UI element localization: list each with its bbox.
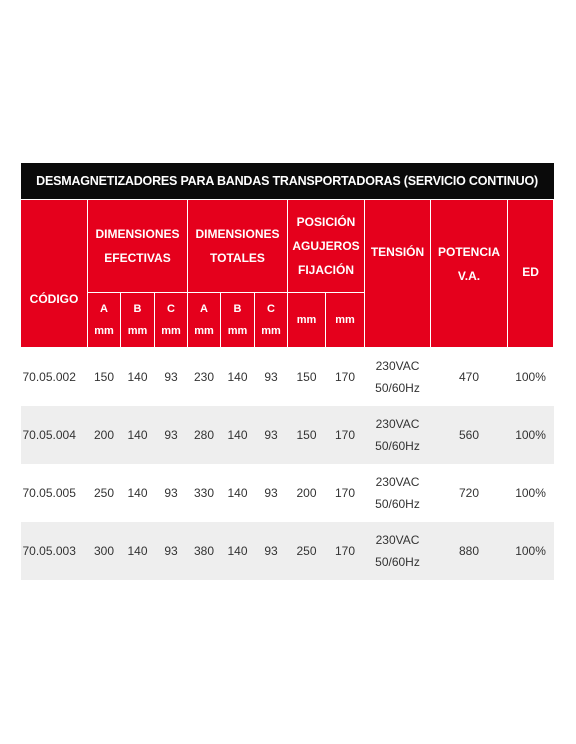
cell-posicion-1: 200 [296,486,317,500]
cell-ed: 100% [508,406,554,464]
cell-efectiva-a: 300 [88,522,121,580]
cell-tension-frequency: 50/60Hz [375,555,420,569]
cell-potencia: 470 [458,370,480,384]
header-total-c-unit: mm [261,325,281,337]
cell-total-c: 93 [255,522,288,580]
cell-efectiva-a: 250 [93,486,115,500]
cell-total-c: 93 [264,370,278,384]
cell-total-a: 280 [188,406,221,464]
cell-potencia: 880 [431,522,508,580]
cell-efectiva-a: 200 [88,406,121,464]
cell-total-b: 140 [221,406,255,464]
cell-codigo: 70.05.005 [22,486,76,500]
cell-codigo: 70.05.003 [21,522,88,580]
cell-total-a: 230 [193,370,215,384]
cell-tension-frequency: 50/60Hz [375,439,420,453]
header-efectiva-c-letter: C [167,303,175,315]
header-dimensiones-efectivas [88,200,188,293]
cell-codigo: 70.05.002 [22,370,76,384]
header-posicion-mm-2: mm [326,293,365,348]
table-row [21,348,554,407]
cell-efectiva-b: 140 [121,522,155,580]
cell-tension-frequency: 50/60Hz [375,381,420,395]
cell-posicion-2: 170 [334,370,356,384]
header-efectiva-a-letter: A [100,303,108,315]
cell-tension-voltage: 230VAC [375,533,420,547]
cell-total-b: 140 [227,486,248,500]
header-total-a-letter: A [200,303,208,315]
cell-tension [365,406,431,464]
cell-posicion-1: 150 [296,370,317,384]
header-efectiva-b-letter: B [133,303,142,315]
cell-tension [365,348,431,407]
cell-efectiva-b: 140 [127,370,148,384]
cell-efectiva-a: 150 [93,370,115,384]
cell-total-c: 93 [255,406,288,464]
title-row [21,163,554,200]
cell-potencia: 560 [431,406,508,464]
cell-potencia: 720 [458,486,480,500]
cell-total-c: 93 [264,486,278,500]
cell-tension [365,464,431,522]
cell-ed: 100% [515,486,546,500]
cell-codigo: 70.05.004 [21,406,88,464]
header-dimensiones-efectivas-line-1: DIMENSIONES [95,227,180,241]
header-posicion-agujeros [288,200,365,293]
cell-tension-voltage: 230VAC [375,417,420,431]
spec-table [20,163,554,580]
cell-posicion-1: 150 [288,406,326,464]
table-row [21,464,554,522]
header-ed: ED [508,200,554,348]
header-efectiva-b [121,293,155,348]
cell-total-a: 380 [188,522,221,580]
cell-ed: 100% [508,522,554,580]
header-total-b-letter: B [233,303,242,315]
header-total-c-letter: C [267,303,275,315]
cell-tension-frequency: 50/60Hz [375,497,420,511]
header-posicion-line-2: AGUJEROS [292,239,360,253]
cell-total-b: 140 [221,522,255,580]
header-total-b [221,293,255,348]
cell-tension-voltage: 230VAC [375,359,420,373]
header-posicion-mm-1: mm [288,293,326,348]
table-row [21,522,554,580]
header-row-1 [21,200,554,293]
header-dimensiones-totales-line-2: TOTALES [210,251,265,265]
cell-total-b: 140 [227,370,248,384]
header-tension: TENSIÓN [365,200,431,348]
header-codigo: CÓDIGO [21,200,88,348]
cell-efectiva-c: 93 [155,406,188,464]
cell-posicion-1: 250 [288,522,326,580]
header-efectiva-a [88,293,121,348]
header-posicion-line-1: POSICIÓN [296,215,356,229]
header-efectiva-c-unit: mm [161,325,181,337]
header-dimensiones-totales-line-1: DIMENSIONES [195,227,280,241]
cell-posicion-2: 170 [326,406,365,464]
cell-efectiva-c: 93 [164,486,178,500]
header-efectiva-c [155,293,188,348]
cell-ed: 100% [515,370,546,384]
header-total-a [188,293,221,348]
header-potencia [431,200,508,348]
header-total-b-unit: mm [227,325,248,337]
cell-tension-voltage: 230VAC [375,475,420,489]
header-efectiva-b-unit: mm [127,325,148,337]
cell-efectiva-b: 140 [121,406,155,464]
cell-efectiva-c: 93 [155,522,188,580]
cell-total-a: 330 [193,486,215,500]
cell-posicion-2: 170 [326,522,365,580]
cell-tension [365,522,431,580]
cell-efectiva-c: 93 [164,370,178,384]
header-dimensiones-totales [188,200,288,293]
header-posicion-line-3: FIJACIÓN [297,263,354,277]
header-potencia-line-2: V.A. [457,269,481,283]
table-row [21,406,554,464]
header-potencia-line-1: POTENCIA [437,245,500,259]
cell-posicion-2: 170 [334,486,356,500]
header-efectiva-a-unit: mm [94,325,114,337]
header-dimensiones-efectivas-line-2: EFECTIVAS [104,251,171,265]
header-total-c [255,293,288,348]
table-title: DESMAGNETIZADORES PARA BANDAS TRANSPORTADORAS (SERVICIO CONTINUO) [21,163,554,200]
cell-efectiva-b: 140 [127,486,148,500]
header-total-a-unit: mm [194,325,214,337]
